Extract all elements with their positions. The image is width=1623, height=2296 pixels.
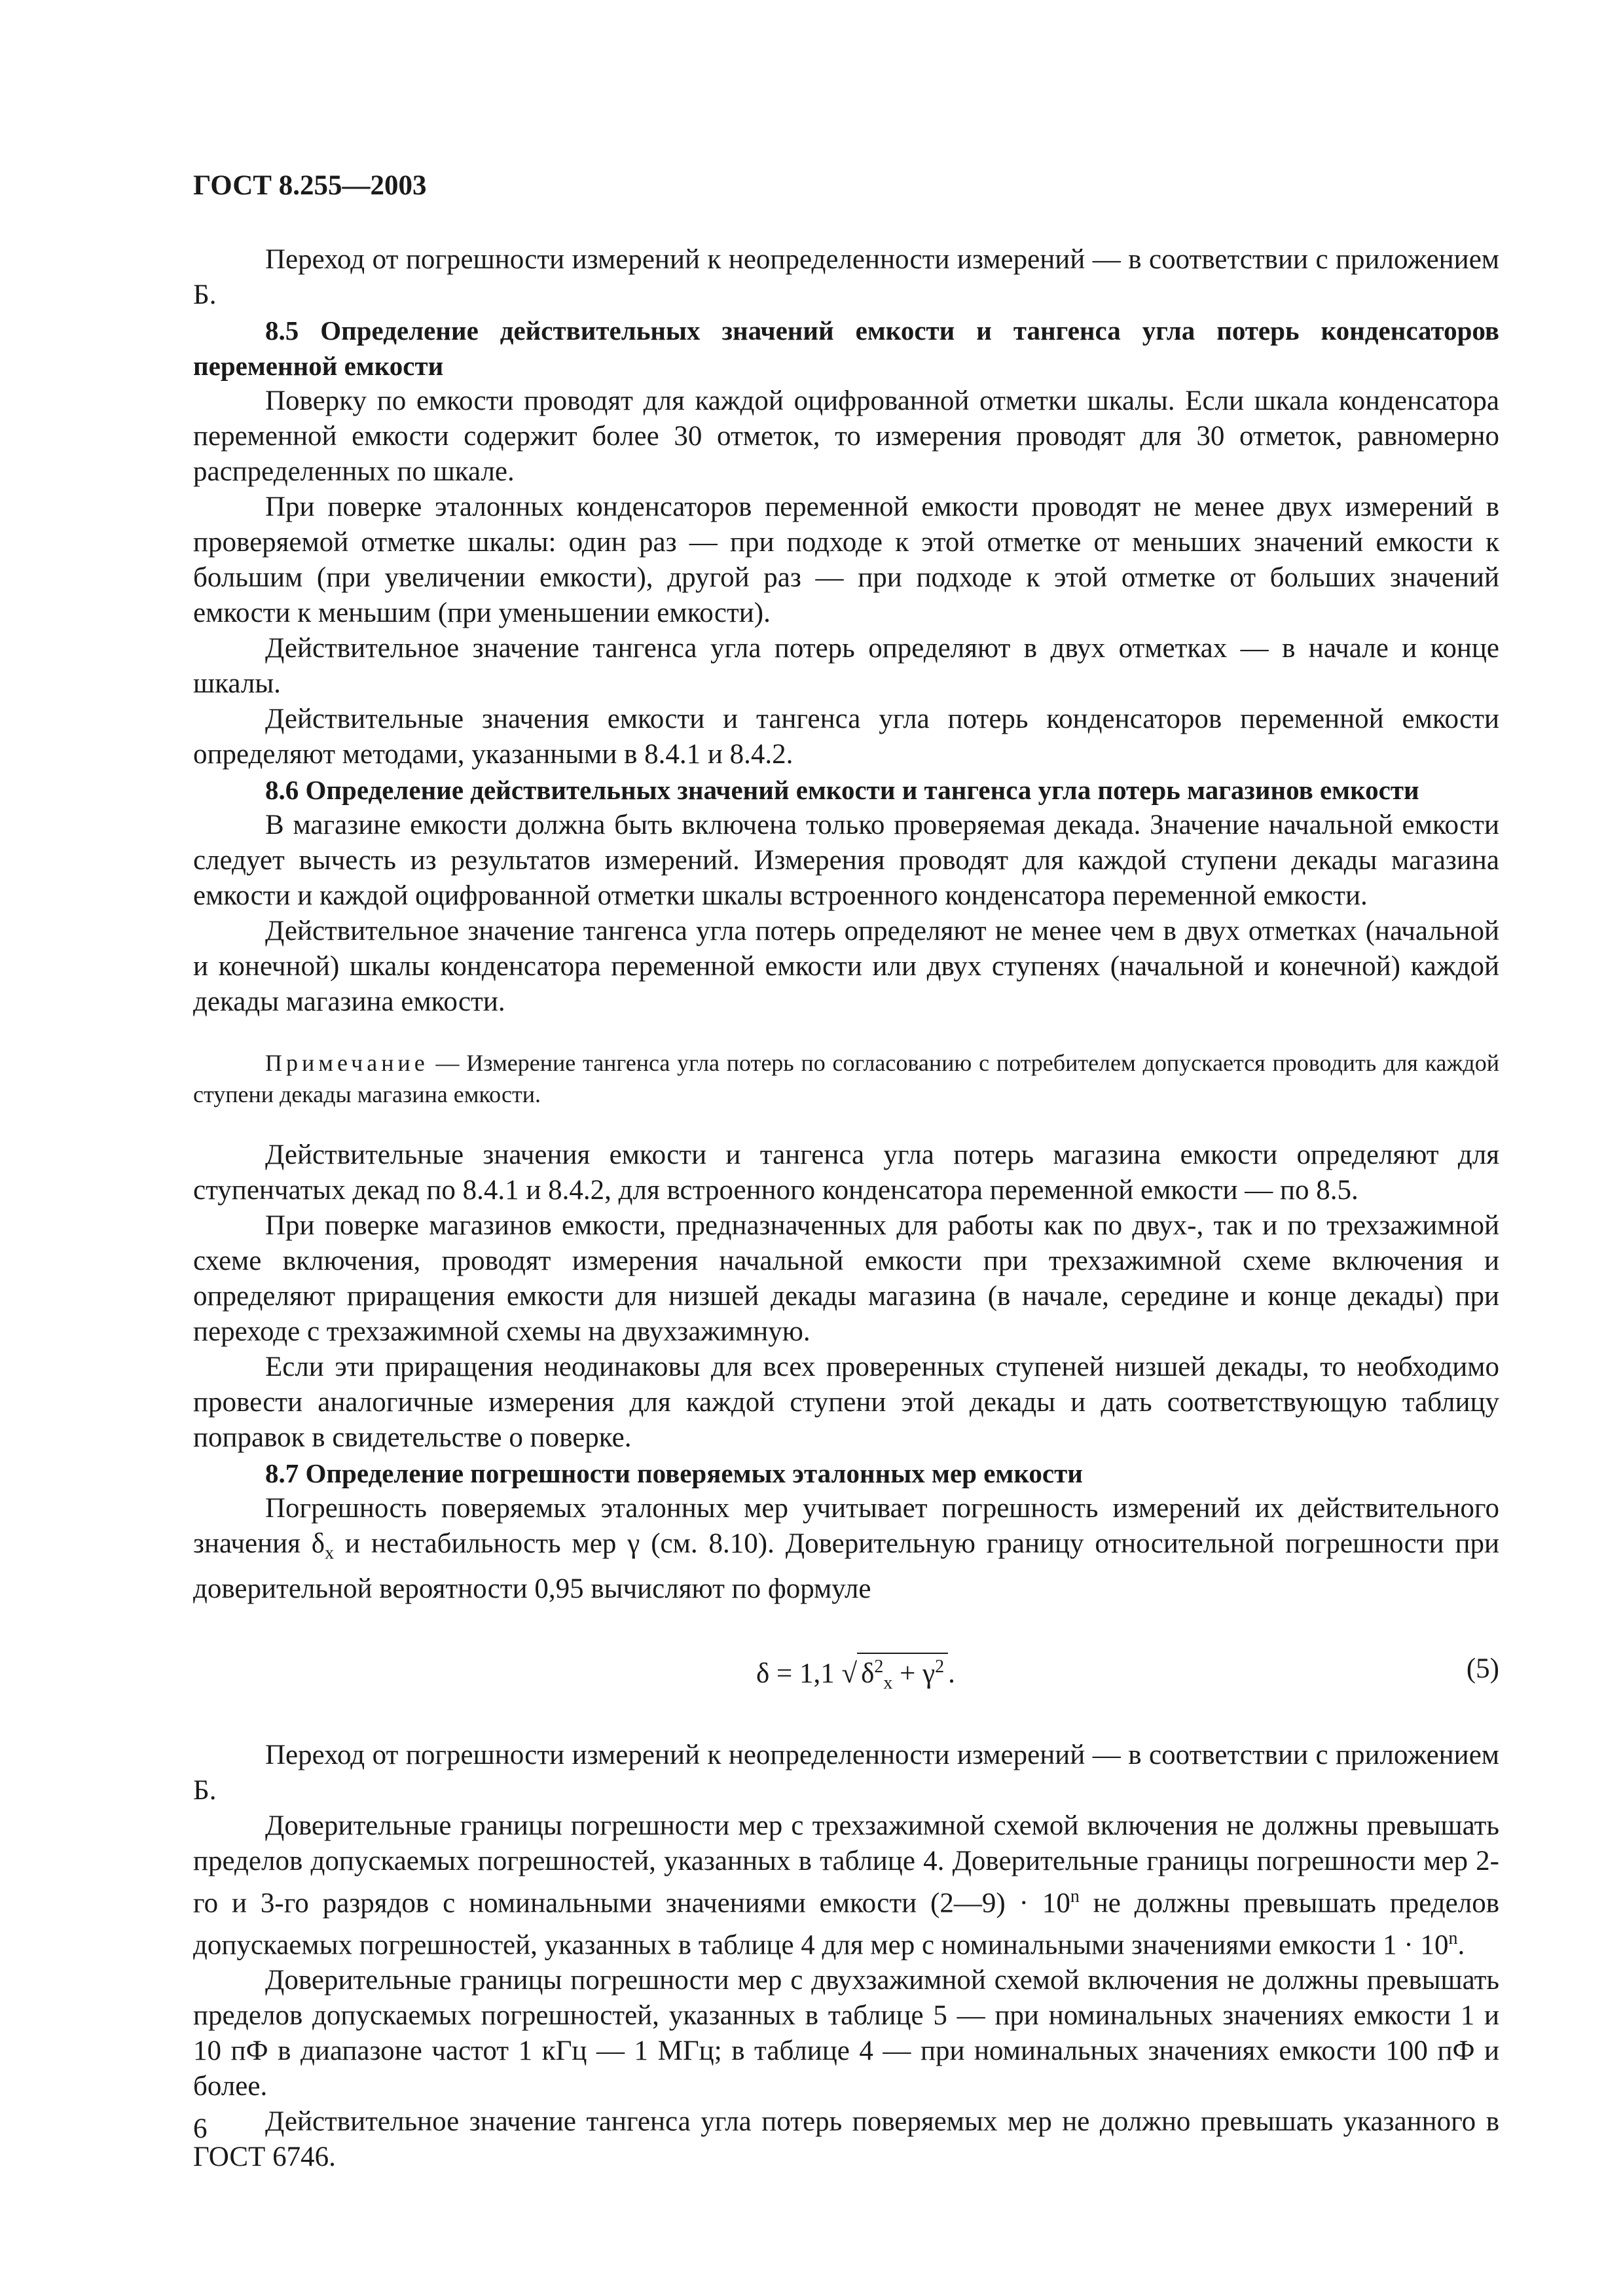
document-header: ГОСТ 8.255—2003 (193, 170, 427, 201)
paragraph: Действительные значения емкости и тангенса угла потерь магазина емкости определяют для ступенчатых декад по 8.4.1 и 8.4.2, для встроенного конденсатора переменной емкости — по 8.5. (193, 1139, 1499, 1206)
paragraph: Поверку по емкости проводят для каждой оцифрованной отметки шкалы. Если шкала конденсатора переменной емкости содержит более 30 отметок, то измерения проводят для 30 отметок, равномерно распределенных по шкале. (193, 386, 1499, 487)
paragraph-text: Погрешность поверяемых эталонных мер учитывает погрешность измерений их действительного значения δ (193, 1493, 1499, 1559)
paragraph: При поверке эталонных конденсаторов переменной емкости проводят не менее двух измерений в проверяемой отметке шкалы: один раз — при подходе к этой отметке от меньших значений емкости к большим (при увеличении емкости), другой раз — при подходе к этой отметке от больших значений емкости к меньшим (при уменьшении емкости). (193, 492, 1499, 628)
superscript: 2 (935, 1656, 945, 1677)
paragraph: Доверительные границы погрешности мер с двухзажимной схемой включения не должны превышать пределов допускаемых погрешностей, указанных в таблице 5 — при номинальных значениях емкости 1 и 10 пФ в диапазоне частот 1 кГц — 1 МГц; в таблице 4 — при номинальных значениях емкости 100 пФ и более. (193, 1965, 1499, 2102)
formula-delta: δ (861, 1657, 875, 1689)
subscript: x (325, 1543, 335, 1564)
paragraph: При поверке магазинов емкости, предназначенных для работы как по двух-, так и по трехзажимной схеме включения, проводят измерения начальной емкости при трехзажимной схеме включения и определяют приращения емкости для низшей декады магазина (в начале, середине и конце декады) при переходе с трехзажимной схемы на двухзажимную. (193, 1210, 1499, 1347)
formula-lhs: δ = 1,1 √ (756, 1657, 858, 1689)
formula-gamma: + γ (892, 1657, 936, 1689)
page-number: 6 (193, 2113, 208, 2144)
superscript: n (1070, 1886, 1080, 1907)
formula-expression (756, 1653, 955, 1694)
paragraph: Действительное значение тангенса угла потерь определяют не менее чем в двух отметках (начальной и конечной) шкалы конденсатора переменной емкости или двух ступенях (начальной и конечной) каждой декады магазина емкости. (193, 916, 1499, 1017)
paragraph (193, 1491, 1499, 1607)
paragraph: Если эти приращения неодинаковы для всех проверенных ступеней низшей декады, то необходимо провести аналогичные измерения для каждой ступени этой декады и дать соответствующую таблицу поправок в свидетельстве о поверке. (193, 1352, 1499, 1453)
formula-radicand (857, 1653, 948, 1694)
section-heading-8-6: 8.6 Определение действительных значений емкости и тангенса угла потерь магазинов емкости (265, 775, 1419, 805)
paragraph (193, 1808, 1499, 1964)
superscript: n (1448, 1928, 1458, 1948)
note-label: Примечание (265, 1050, 429, 1076)
formula-number: (5) (1466, 1653, 1499, 1684)
note-text: — Измерение тангенса угла потерь по согласованию с потребителем допускается проводить для каждой ступени декады магазина емкости. (193, 1050, 1499, 1107)
document-page (193, 169, 1499, 2175)
section-heading-8-7: 8.7 Определение погрешности поверяемых эталонных мер емкости (265, 1458, 1083, 1488)
paragraph: Действительное значение тангенса угла потерь поверяемых мер не должно превышать указанного в ГОСТ 6746. (193, 2106, 1499, 2173)
paragraph-text: . (1457, 1929, 1465, 1961)
paragraph: Переход от погрешности измерений к неопределенности измерений — в соответствии с приложением Б. (193, 1739, 1499, 1806)
paragraph-text: не должны превышать пределов допускаемых погрешностей, указанных в таблице 4 для мер с номинальными значениями емкости 1 · 10 (193, 1887, 1499, 1961)
section-heading-8-5: 8.5 Определение действительных значений емкости и тангенса угла потерь конденсаторов переменной емкости (193, 315, 1499, 381)
superscript: 2 (874, 1656, 884, 1677)
formula-5 (193, 1626, 1499, 1718)
paragraph: Действительное значение тангенса угла потерь определяют в двух отметках — в начале и конце шкалы. (193, 633, 1499, 699)
note (193, 1047, 1499, 1110)
subscript: x (883, 1672, 893, 1693)
paragraph-text: и нестабильность мер γ (см. 8.10). Доверительную границу относительной погрешности при доверительной вероятности 0,95 вычисляют по формуле (193, 1528, 1499, 1604)
formula-end: . (948, 1657, 955, 1689)
paragraph: Действительные значения емкости и тангенса угла потерь конденсаторов переменной емкости определяют методами, указанными в 8.4.1 и 8.4.2. (193, 704, 1499, 770)
paragraph: В магазине емкости должна быть включена только проверяемая декада. Значение начальной емкости следует вычесть из результатов измерений. Измерения проводят для каждой ступени декады магазина емкости и каждой оцифрованной отметки шкалы встроенного конденсатора переменной емкости. (193, 810, 1499, 911)
paragraph-text: Доверительные границы погрешности мер с трехзажимной схемой включения не должны превышать пределов допускаемых погрешностей, указанных в таблице 4. Доверительные границы погрешности мер 2-го и 3-го разрядов с номинальными значениями емкости (2—9) · 10 (193, 1810, 1499, 1918)
paragraph: Переход от погрешности измерений к неопределенности измерений — в соответствии с приложением Б. (193, 244, 1499, 310)
